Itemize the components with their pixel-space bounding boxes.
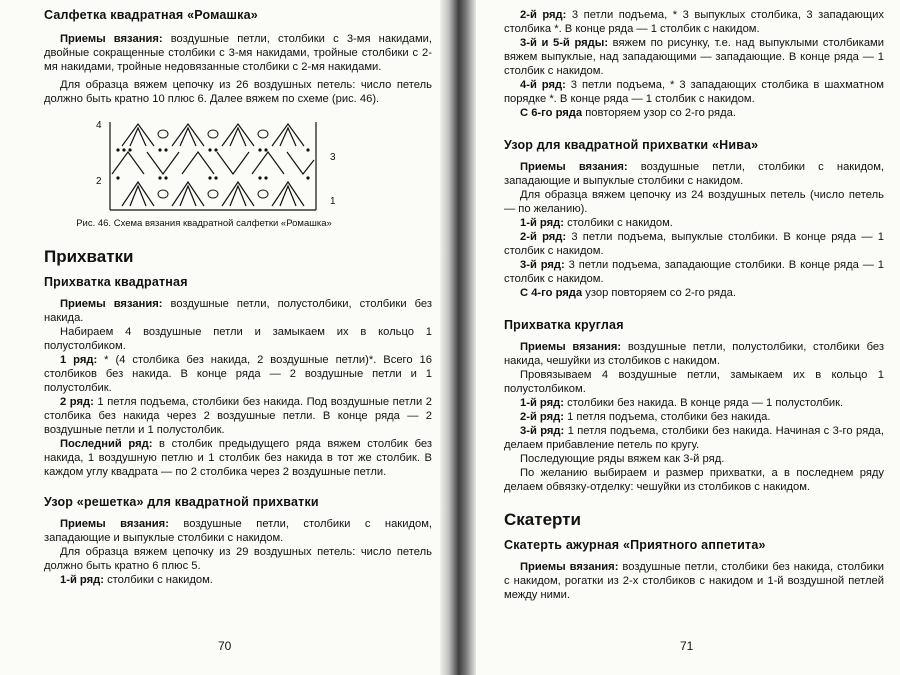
figure-caption: Рис. 46. Схема вязания квадратной салфетки «Ромашка» (76, 218, 332, 229)
round-potholder-title: Прихватка круглая (504, 318, 624, 332)
row-label: 1 ряд: (60, 354, 98, 366)
techniques-text: воздушные петли, полустолбики, столбики без накида, чешуйки из столбиков с накидом. (504, 341, 885, 367)
row-label: 1-й ряд: (60, 574, 104, 586)
techniques-label: Приемы вязания: (520, 561, 619, 573)
row-text: 1 петля подъема, столбики без накида. Начиная с 3-го ряда, делаем прибавление петель по кругу. (504, 425, 884, 451)
square-potholder-techniques (44, 297, 432, 325)
row-label: 3-й ряд: (520, 425, 565, 437)
round-following-rows: Последующие ряды вяжем как 3-й ряд. (520, 453, 725, 465)
square-potholder-title: Прихватка квадратная (44, 275, 188, 289)
grid-repeat (504, 106, 884, 120)
row-text: в столбик предыдущего ряда вяжем столбик без накида, 1 воздушную петлю и 1 столбик без накида в тот же столбик. В каждом углу квадрата — по 2 столбика через 2 воздушные петли. (44, 438, 432, 478)
grid-rows-3-5 (504, 36, 884, 78)
techniques-text: воздушные петли, столбики с накидом, западающие и выпуклые столбики с накидом. (44, 518, 432, 544)
grid-row-2 (504, 8, 884, 36)
row-text: 1 петля подъема, столбики без накида. (563, 411, 771, 423)
page-number-left: 70 (218, 639, 232, 653)
techniques-text: воздушные петли, столбики с накидом, западающие и выпуклые столбики с накидом. (504, 161, 885, 187)
techniques-label: Приемы вязания: (60, 33, 163, 45)
row-text: столбики с накидом. (563, 217, 673, 229)
row-text: столбики без накида. В конце ряда — 1 полустолбик. (563, 397, 844, 409)
row-label: 2-й ряд: (520, 411, 564, 423)
grid-pattern-techniques (44, 517, 432, 545)
row-text: столбики с накидом. (103, 574, 213, 586)
grid-row-4 (504, 78, 884, 106)
square-row-1 (44, 353, 432, 395)
round-finishing: По желанию выбираем и размер прихватки, а в последнем ряду делаем обвязку-отделку: чешуйки из столбиков с накидом. (504, 467, 884, 493)
row-text: 3 петли подъема, * 3 западающих столбика в шахматном порядке *. В конце ряда — 1 столбик с накидом. (504, 79, 884, 105)
row-label-2: 2 (96, 176, 102, 187)
row-label-1: 1 (330, 196, 336, 207)
page-number-right: 71 (680, 639, 694, 653)
techniques-label: Приемы вязания: (520, 341, 622, 353)
section-title-potholders: Прихватки (44, 247, 134, 266)
row-label: 3-й и 5-й ряды: (520, 37, 609, 49)
row-label: Последний ряд: (60, 438, 153, 450)
niva-row-2 (504, 230, 884, 258)
techniques-text: воздушные петли, полустолбики, столбики без накида. (44, 298, 432, 324)
row-label: 2-й ряд: (520, 9, 567, 21)
round-row-1 (504, 396, 884, 410)
grid-pattern-sample: Для образца вяжем цепочку из 29 воздушных петель: число петель должно быть кратно 6 плюс 5. (44, 546, 432, 572)
niva-repeat (504, 286, 884, 300)
section-title-tablecloths: Скатерти (504, 510, 581, 529)
round-row-2 (504, 410, 884, 424)
niva-row-3 (504, 258, 884, 286)
row-label: С 6-го ряда (520, 107, 583, 119)
row-label: 1-й ряд: (520, 217, 564, 229)
row-text: 3 петли подъема, * 3 выпуклых столбика, 3 западающих столбика *. В конце ряда — 1 столбик с накидом. (504, 9, 884, 35)
techniques-label: Приемы вязания: (60, 298, 163, 310)
row-label: 2-й ряд: (520, 231, 567, 243)
tablecloth-techniques (504, 560, 884, 602)
row-label-4: 4 (96, 120, 102, 131)
right-page (470, 0, 900, 675)
napkin-techniques (44, 32, 432, 74)
row-label: 2 ряд: (60, 396, 94, 408)
techniques-text: воздушные петли, столбики с 3-мя накидами, двойные сокращенные столбики с 3-мя накидами, тройные столбики с 2-мя накидами, тройные недовязанные столбики с 2-мя накидами. (44, 33, 433, 73)
row-label: 3-й ряд: (520, 259, 565, 271)
crochet-chart-figure (96, 116, 336, 212)
row-text: 1 петля подъема, столбики без накида. Под воздушные петли 2 столбика без накида через 2 воздушные петли. В конце ряда — 2 воздушные петли и 1 полустолбик. (44, 396, 432, 436)
row-text: вяжем по рисунку, т.е. над выпуклыми столбиками вяжем выпуклые, над западающими — западающие. В конце ряда — 1 столбик с накидом. (504, 37, 884, 77)
techniques-text: воздушные петли, столбики без накида, столбики с накидом, рогатки из 2-х столбиков с накидом и 1-й воздушной петлей между ними. (504, 561, 884, 601)
niva-row-1 (504, 216, 884, 230)
row-text: узор повторяем со 2-го ряда. (582, 287, 736, 299)
row-label-3: 3 (330, 152, 336, 163)
row-text: 3 петли подъема, западающие столбики. В конце ряда — 1 столбик с накидом. (504, 259, 884, 285)
niva-techniques (504, 160, 884, 188)
square-last-row (44, 437, 432, 479)
napkin-title: Салфетка квадратная «Ромашка» (44, 8, 258, 22)
grid-pattern-title: Узор «решетка» для квадратной прихватки (44, 495, 319, 509)
row-text: повторяем узор со 2-го ряда. (582, 107, 736, 119)
row-text: 3 петли подъема, выпуклые столбики. В конце ряда — 1 столбик с накидом. (504, 231, 884, 257)
row-text: * (4 столбика без накида, 2 воздушные петли)*. Всего 16 столбиков без накида. В конце ряда — 2 воздушные петли и 1 полустолбик. (44, 354, 433, 394)
grid-row-1 (44, 573, 432, 587)
niva-pattern-title: Узор для квадратной прихватки «Нива» (504, 138, 759, 152)
row-label: 1-й ряд: (520, 397, 564, 409)
row-label: С 4-го ряда (520, 287, 583, 299)
napkin-sample-text: Для образца вяжем цепочку из 26 воздушных петель: число петель должно быть кратно 10 плюс 6. Далее вяжем по схеме (рис. 46). (44, 79, 432, 105)
round-row-3 (504, 424, 884, 452)
round-start: Провязываем 4 воздушные петли, замыкаем их в кольцо 1 полустолбиком. (504, 369, 884, 395)
techniques-label: Приемы вязания: (60, 518, 169, 530)
round-techniques (504, 340, 884, 368)
tablecloth-title: Скатерть ажурная «Приятного аппетита» (504, 538, 766, 552)
techniques-label: Приемы вязания: (520, 161, 628, 173)
square-potholder-start: Набираем 4 воздушные петли и замыкаем их в кольцо 1 полустолбиком. (44, 326, 432, 352)
crochet-chart (100, 116, 326, 212)
square-row-2 (44, 395, 432, 437)
row-label: 4-й ряд: (520, 79, 566, 91)
niva-sample: Для образца вяжем цепочку из 24 воздушных петель (число петель — по желанию). (504, 189, 884, 215)
